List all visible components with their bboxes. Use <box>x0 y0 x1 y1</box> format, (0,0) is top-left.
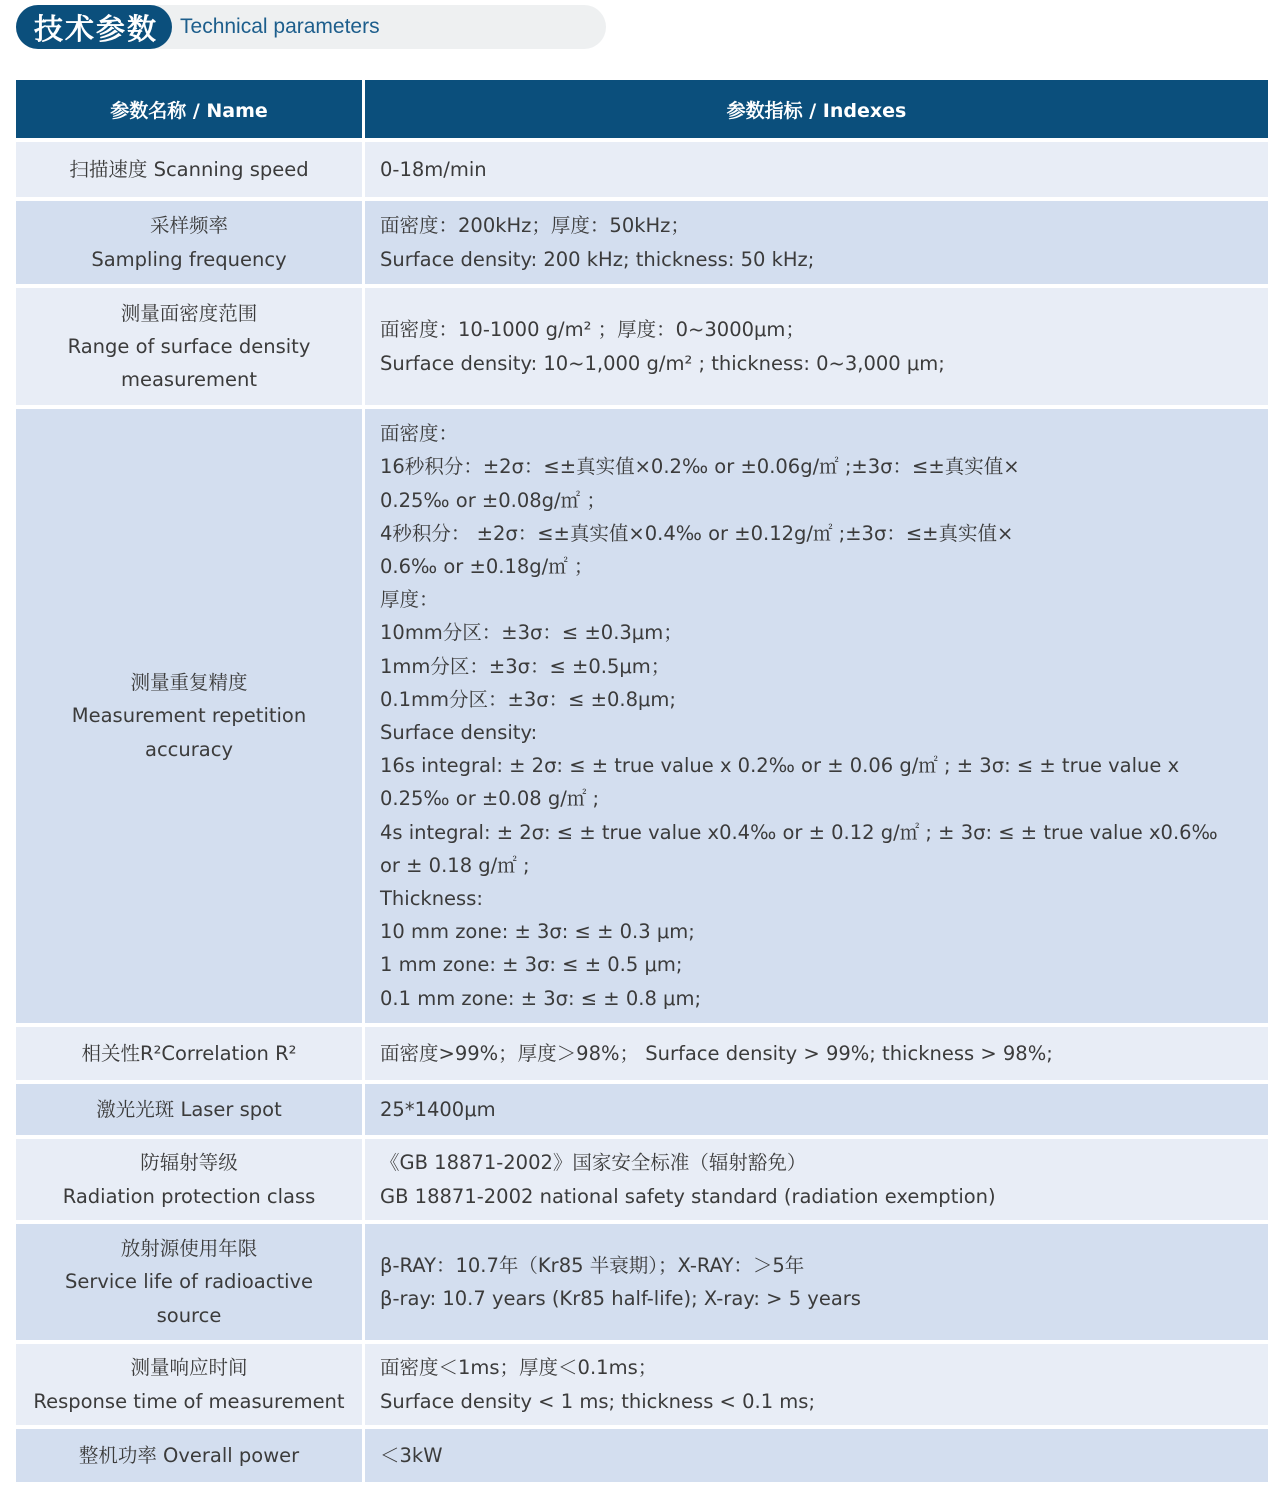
header-indexes: 参数指标 / Indexes <box>365 80 1268 138</box>
table-row-repetition-accuracy <box>16 405 1268 1023</box>
param-value: β-RAY：10.7年（Kr85 半衰期）；X-RAY：＞5年 β-ray: 10.7 years (Kr85 half-life); X-ray: > 5 years <box>365 1220 1268 1340</box>
param-value: 面密度：200kHz；厚度：50kHz； Surface density: 200 kHz; thickness: 50 kHz; <box>365 197 1268 284</box>
table-row-laser-spot <box>16 1080 1268 1135</box>
technical-parameters-table <box>16 80 1268 1482</box>
param-name: 整机功率 Overall power <box>16 1425 365 1482</box>
table-row-response-time <box>16 1340 1268 1425</box>
param-name: 测量响应时间 Response time of measurement <box>16 1340 365 1425</box>
param-value: 面密度： 16秒积分：±2σ：≤±真实值×0.2‰ or ±0.06g/㎡ ;±3σ：≤±真实值× 0.25‰ or ±0.08g/㎡ ； 4秒积分： ±2σ：≤±真实值×0.4‰ or ±0.12g/㎡ ;±3σ：≤±真实值× 0.6‰ or ±0.18g/㎡ ； 厚度： 10mm分区：±3σ：≤ ±0.3μm； 1mm分区：±3σ：≤ ±0.5μm； 0.1mm分区：±3σ：≤ ±0.8μm; Surface density: 16s integral: ± 2σ: ≤ ± true value x 0.2‰ or ± 0.06 g/㎡ ; ± 3σ: ≤ ± true value x 0.25‰ or ±0.08 g/㎡ ; 4s integral: ± 2σ: ≤ ± true value x0.4‰ or ± 0.12 g/㎡ ; ± 3σ: ≤ ± true value x0.6‰ or ± 0.18 g/㎡ ; Thickness: 10 mm zone: ± 3σ: ≤ ± 0.3 μm; 1 mm zone: ± 3σ: ≤ ± 0.5 μm; 0.1 mm zone: ± 3σ: ≤ ± 0.8 μm; <box>365 405 1268 1023</box>
table-row-surface-density-range <box>16 284 1268 405</box>
param-value: 面密度：10-1000 g/m² ；厚度：0~3000μm； Surface density: 10~1,000 g/m² ; thickness: 0~3,000 μm; <box>365 284 1268 405</box>
section-title-bar <box>16 5 606 49</box>
table-row-correlation <box>16 1023 1268 1080</box>
param-name: 防辐射等级 Radiation protection class <box>16 1135 365 1220</box>
param-name: 激光光斑 Laser spot <box>16 1080 365 1135</box>
param-value: 0-18m/min <box>365 138 1268 197</box>
table-row-service-life <box>16 1220 1268 1340</box>
param-value: 《GB 18871-2002》国家安全标准（辐射豁免） GB 18871-2002 national safety standard (radiation exemption) <box>365 1135 1268 1220</box>
param-name: 扫描速度 Scanning speed <box>16 138 365 197</box>
table-row-radiation-protection <box>16 1135 1268 1220</box>
header-name: 参数名称 / Name <box>16 80 365 138</box>
section-title-en: Technical parameters <box>180 15 380 38</box>
table-row-sampling-frequency <box>16 197 1268 284</box>
param-value: 面密度>99%；厚度＞98%； Surface density > 99%; thickness > 98%; <box>365 1023 1268 1080</box>
table-row-overall-power <box>16 1425 1268 1482</box>
param-name: 测量重复精度 Measurement repetition accuracy <box>16 405 365 1023</box>
param-name: 放射源使用年限 Service life of radioactive source <box>16 1220 365 1340</box>
table-row-scanning-speed <box>16 138 1268 197</box>
param-name: 相关性R²Correlation R² <box>16 1023 365 1080</box>
section-title-cn: 技术参数 <box>16 5 172 49</box>
param-value: ＜3kW <box>365 1425 1268 1482</box>
param-name: 采样频率 Sampling frequency <box>16 197 365 284</box>
param-value: 25*1400μm <box>365 1080 1268 1135</box>
param-value: 面密度＜1ms；厚度＜0.1ms； Surface density < 1 ms; thickness < 0.1 ms; <box>365 1340 1268 1425</box>
param-name: 测量面密度范围 Range of surface density measurement <box>16 284 365 405</box>
table-header-row <box>16 80 1268 138</box>
